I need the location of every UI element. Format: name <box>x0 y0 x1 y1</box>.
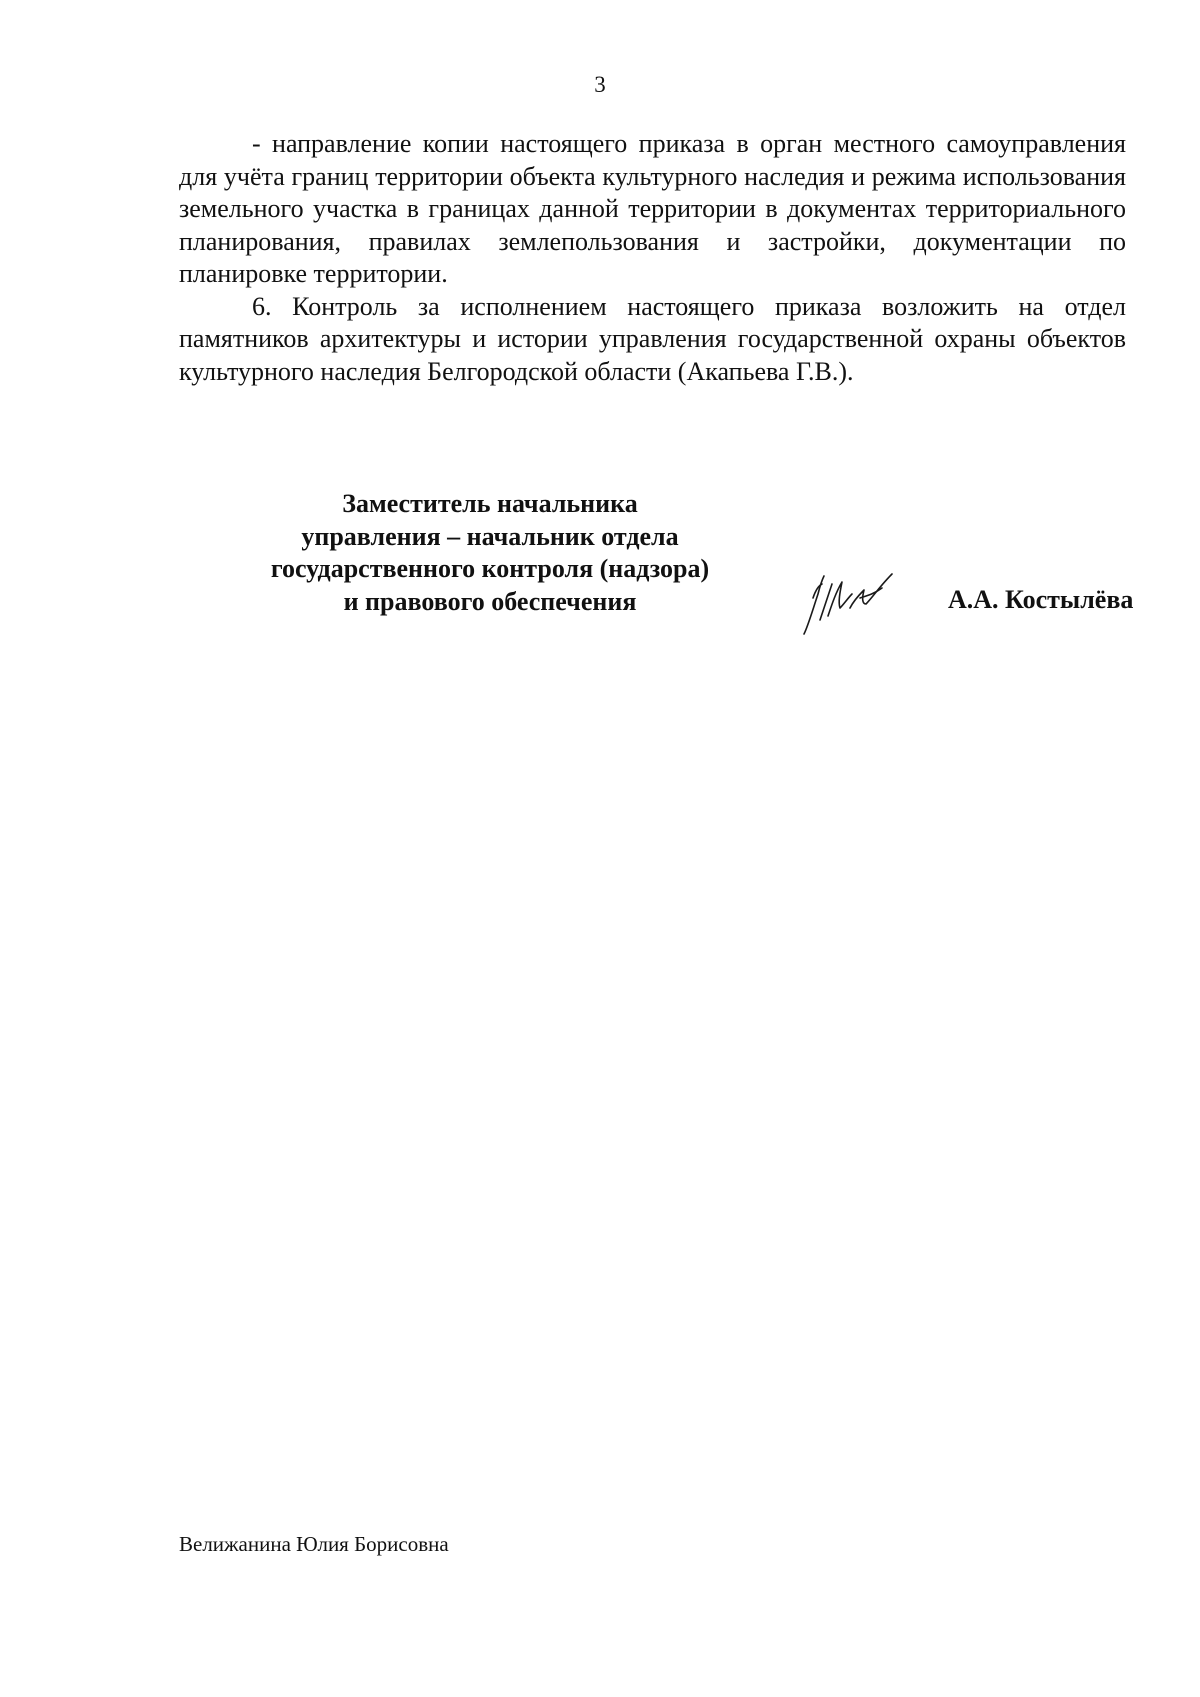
position-line: и правового обеспечения <box>343 586 637 616</box>
page-number: 3 <box>594 72 606 97</box>
handwritten-signature-icon <box>800 568 896 636</box>
signatory-position <box>240 488 740 618</box>
paragraph-control: 6. Контроль за исполнением настоящего приказа возложить на отдел памятников архитектуры и истории управления государственной охраны объектов культурного наследия Белгородской области (Акапьева Г.В.). <box>179 291 1126 386</box>
paragraph-copy-direction: - направление копии настоящего приказа в орган местного самоуправления для учёта границ территории объекта культурного наследия и режима использования земельного участка в границах данной территории в документах территориального планирования, правилах землепользования и застройки, документации по планировке территории. <box>179 129 1126 288</box>
signatory-name: А.А. Костылёва <box>948 585 1134 614</box>
position-line: государственного контроля (надзора) <box>270 554 710 583</box>
document-body <box>179 128 1126 388</box>
position-line: управления – начальник отдела <box>301 521 679 551</box>
position-line: Заместитель начальника <box>342 489 638 518</box>
executor-name: Велижанина Юлия Борисовна <box>179 1532 449 1556</box>
